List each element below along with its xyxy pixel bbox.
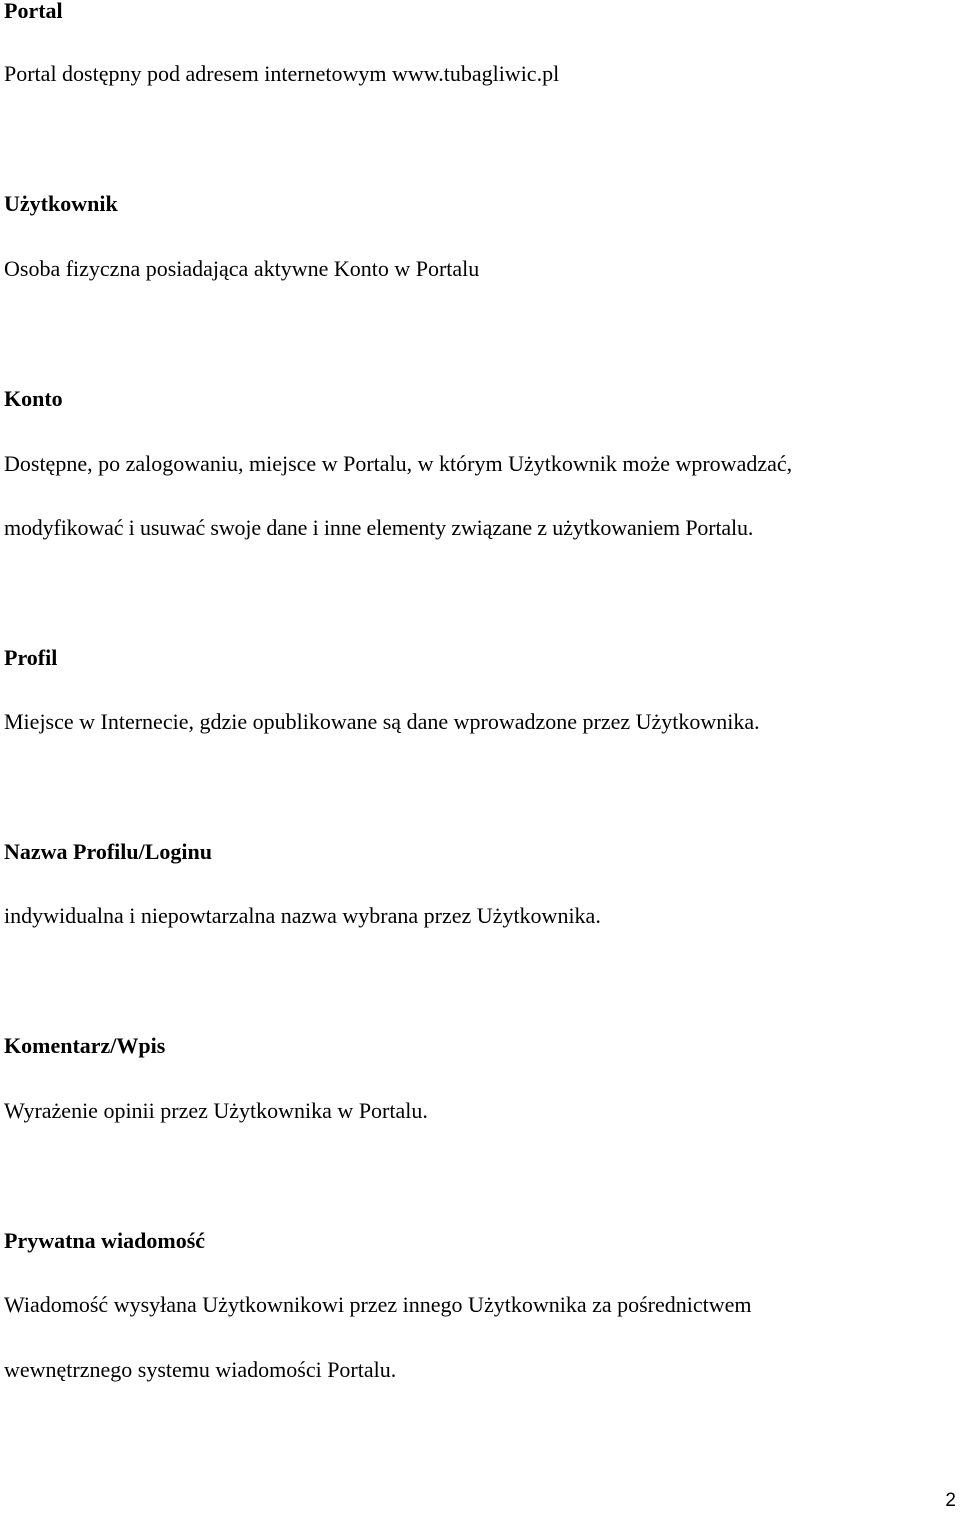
term-nazwa-profilu: Nazwa Profilu/Loginu <box>4 839 213 864</box>
definition-portal: Portal dostępny pod adresem internetowym www.tubagliwic.pl <box>4 61 560 86</box>
definition-nazwa-profilu: indywidualna i niepowtarzalna nazwa wybrana przez Użytkownika. <box>4 903 601 928</box>
definition-uzytkownik: Osoba fizyczna posiadająca aktywne Konto w Portalu <box>4 256 480 281</box>
term-portal: Portal <box>4 0 63 23</box>
definition-konto-line-2: modyfikować i usuwać swoje dane i inne elementy związane z użytkowaniem Portalu. <box>4 515 754 540</box>
definition-komentarz: Wyrażenie opinii przez Użytkownika w Portalu. <box>4 1098 428 1123</box>
definition-konto-line-1: Dostępne, po zalogowaniu, miejsce w Portalu, w którym Użytkownik może wprowadzać, <box>4 451 793 476</box>
term-prywatna-wiadomosc: Prywatna wiadomość <box>4 1228 206 1253</box>
term-komentarz: Komentarz/Wpis <box>4 1033 166 1058</box>
term-uzytkownik: Użytkownik <box>4 191 118 216</box>
definition-prywatna-wiadomosc-line-2: wewnętrznego systemu wiadomości Portalu. <box>4 1357 397 1382</box>
term-konto: Konto <box>4 386 63 411</box>
page-number: 2 <box>945 1490 956 1511</box>
term-profil: Profil <box>4 645 58 670</box>
definition-prywatna-wiadomosc-line-1: Wiadomość wysyłana Użytkownikowi przez innego Użytkownika za pośrednictwem <box>4 1292 752 1317</box>
definition-profil: Miejsce w Internecie, gdzie opublikowane są dane wprowadzone przez Użytkownika. <box>4 709 760 734</box>
